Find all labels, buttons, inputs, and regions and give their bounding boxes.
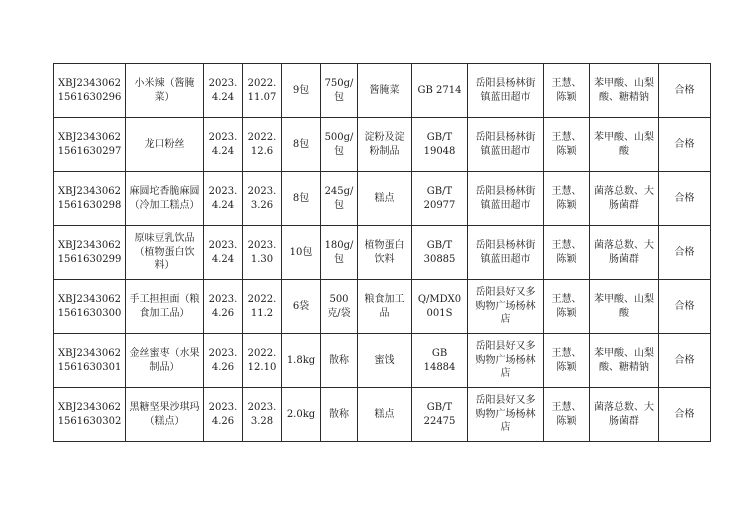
table-row xyxy=(54,172,711,226)
cell-result: 合格 xyxy=(659,118,711,172)
table-row xyxy=(54,118,711,172)
cell-spec: 500g/包 xyxy=(321,118,358,172)
cell-test-items: 苯甲酸、山梨酸 xyxy=(590,118,659,172)
cell-sample-id: XBJ23430621561630300 xyxy=(54,280,126,334)
cell-sample-id: XBJ23430621561630302 xyxy=(54,388,126,442)
cell-test-items: 苯甲酸、山梨酸、糖精钠 xyxy=(590,64,659,118)
inspection-results-table xyxy=(53,63,711,442)
cell-inspectors: 王慧、陈颖 xyxy=(544,280,590,334)
cell-spec: 180g/包 xyxy=(321,226,358,280)
cell-sample-id: XBJ23430621561630296 xyxy=(54,64,126,118)
cell-inspectors: 王慧、陈颖 xyxy=(544,64,590,118)
cell-location: 岳阳县好又多购物广场杨林店 xyxy=(468,388,544,442)
cell-sample-id: XBJ23430621561630297 xyxy=(54,118,126,172)
table-row xyxy=(54,226,711,280)
cell-location: 岳阳县杨林街镇蓝田超市 xyxy=(468,118,544,172)
cell-production-date: 2023.3.26 xyxy=(243,172,282,226)
cell-sampling-date: 2023.4.26 xyxy=(204,334,243,388)
cell-sampling-date: 2023.4.24 xyxy=(204,64,243,118)
cell-test-items: 苯甲酸、山梨酸 xyxy=(590,280,659,334)
cell-product-name: 手工担担面（粮食加工品） xyxy=(126,280,204,334)
cell-product-name: 麻圆坨香脆麻圆（冷加工糕点） xyxy=(126,172,204,226)
cell-spec: 245g/包 xyxy=(321,172,358,226)
cell-standard: GB/T 20977 xyxy=(412,172,468,226)
cell-sampling-date: 2023.4.24 xyxy=(204,172,243,226)
cell-category: 植物蛋白饮料 xyxy=(358,226,412,280)
cell-product-name: 原味豆乳饮品（植物蛋白饮料） xyxy=(126,226,204,280)
cell-product-name: 小米辣（酱腌菜） xyxy=(126,64,204,118)
cell-location: 岳阳县杨林街镇蓝田超市 xyxy=(468,226,544,280)
cell-product-name: 黑糖坚果沙琪玛（糕点） xyxy=(126,388,204,442)
cell-category: 酱腌菜 xyxy=(358,64,412,118)
cell-test-items: 菌落总数、大肠菌群 xyxy=(590,172,659,226)
cell-inspectors: 王慧、陈颖 xyxy=(544,388,590,442)
cell-result: 合格 xyxy=(659,64,711,118)
table-row xyxy=(54,280,711,334)
cell-quantity: 10包 xyxy=(282,226,321,280)
cell-category: 糕点 xyxy=(358,172,412,226)
cell-result: 合格 xyxy=(659,172,711,226)
cell-result: 合格 xyxy=(659,388,711,442)
cell-sample-id: XBJ23430621561630299 xyxy=(54,226,126,280)
cell-product-name: 龙口粉丝 xyxy=(126,118,204,172)
cell-sampling-date: 2023.4.26 xyxy=(204,388,243,442)
cell-result: 合格 xyxy=(659,226,711,280)
cell-quantity: 9包 xyxy=(282,64,321,118)
cell-location: 岳阳县好又多购物广场杨林店 xyxy=(468,334,544,388)
cell-test-items: 菌落总数、大肠菌群 xyxy=(590,388,659,442)
cell-sampling-date: 2023.4.24 xyxy=(204,226,243,280)
cell-spec: 散称 xyxy=(321,334,358,388)
cell-standard: GB 14884 xyxy=(412,334,468,388)
cell-product-name: 金丝蜜枣（水果制品） xyxy=(126,334,204,388)
cell-standard: GB/T 22475 xyxy=(412,388,468,442)
cell-quantity: 1.8kg xyxy=(282,334,321,388)
cell-location: 岳阳县杨林街镇蓝田超市 xyxy=(468,64,544,118)
cell-production-date: 2023.1.30 xyxy=(243,226,282,280)
table-row xyxy=(54,64,711,118)
cell-inspectors: 王慧、陈颖 xyxy=(544,118,590,172)
table-body xyxy=(54,64,711,442)
cell-spec: 散称 xyxy=(321,388,358,442)
cell-inspectors: 王慧、陈颖 xyxy=(544,172,590,226)
cell-test-items: 苯甲酸、山梨酸、糖精钠 xyxy=(590,334,659,388)
cell-location: 岳阳县好又多购物广场杨林店 xyxy=(468,280,544,334)
cell-production-date: 2022.11.2 xyxy=(243,280,282,334)
cell-category: 糕点 xyxy=(358,388,412,442)
cell-result: 合格 xyxy=(659,280,711,334)
cell-category: 淀粉及淀粉制品 xyxy=(358,118,412,172)
cell-production-date: 2022.12.10 xyxy=(243,334,282,388)
cell-standard: Q/MDX0001S xyxy=(412,280,468,334)
cell-quantity: 8包 xyxy=(282,172,321,226)
cell-production-date: 2022.11.07 xyxy=(243,64,282,118)
cell-production-date: 2023.3.28 xyxy=(243,388,282,442)
cell-sample-id: XBJ23430621561630301 xyxy=(54,334,126,388)
cell-sampling-date: 2023.4.26 xyxy=(204,280,243,334)
cell-quantity: 8包 xyxy=(282,118,321,172)
table-row xyxy=(54,388,711,442)
cell-category: 蜜饯 xyxy=(358,334,412,388)
cell-quantity: 2.0kg xyxy=(282,388,321,442)
cell-inspectors: 王慧、陈颖 xyxy=(544,334,590,388)
cell-test-items: 菌落总数、大肠菌群 xyxy=(590,226,659,280)
cell-standard: GB/T 19048 xyxy=(412,118,468,172)
cell-quantity: 6袋 xyxy=(282,280,321,334)
cell-location: 岳阳县杨林街镇蓝田超市 xyxy=(468,172,544,226)
cell-sample-id: XBJ23430621561630298 xyxy=(54,172,126,226)
cell-inspectors: 王慧、陈颖 xyxy=(544,226,590,280)
table-row xyxy=(54,334,711,388)
cell-category: 粮食加工品 xyxy=(358,280,412,334)
cell-standard: GB 2714 xyxy=(412,64,468,118)
cell-spec: 500克/袋 xyxy=(321,280,358,334)
cell-sampling-date: 2023.4.24 xyxy=(204,118,243,172)
cell-production-date: 2022.12.6 xyxy=(243,118,282,172)
cell-spec: 750g/包 xyxy=(321,64,358,118)
cell-result: 合格 xyxy=(659,334,711,388)
cell-standard: GB/T 30885 xyxy=(412,226,468,280)
